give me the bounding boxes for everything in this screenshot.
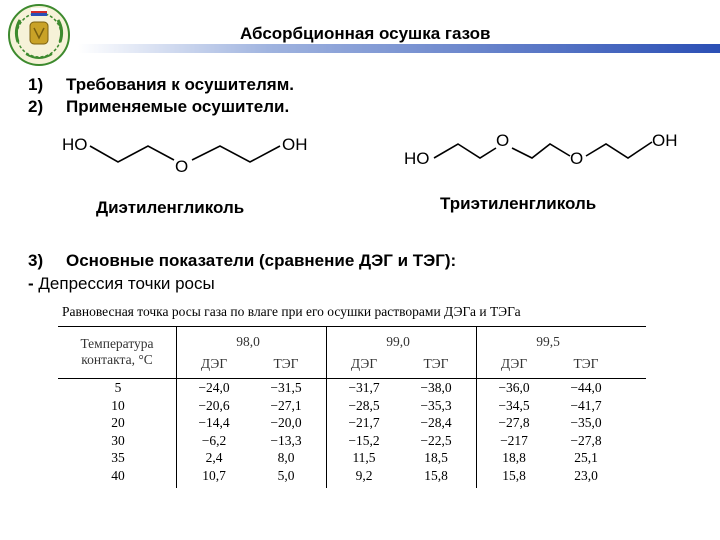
table-cell-value: 25,1 [574,450,598,465]
teg-name: Триэтиленгликоль [440,194,597,213]
list-item-indicators [28,251,456,271]
list-item-desiccants [28,97,289,117]
list-number: 1) [28,75,44,94]
glycol-subheader: ТЭГ [573,356,599,371]
deg-ho-label: HO [62,135,88,154]
slide-title: Абсорбционная осушка газов [240,24,491,43]
table-title: Равновесная точка росы газа по влаге при его осушки растворами ДЭГа и ТЭГа [62,304,521,319]
teg-o1-label: O [496,131,510,150]
table-cell-value: 18,8 [502,450,526,465]
table-cell-value: −38,0 [420,380,452,395]
table-cell-value: −35,3 [420,397,452,413]
concentration-header: 98,0 [236,334,260,349]
sub-bullet-dew-point [28,274,215,294]
deg-oh-label: OH [282,135,308,154]
table-cell-value: −31,5 [270,380,302,395]
list-item-requirements [28,75,294,95]
teg-o2-label: O [570,149,584,168]
table-cell-value: −28,4 [420,415,452,430]
glycol-subheader: ДЭГ [350,356,378,371]
deg-structure [60,128,320,176]
table-cell-value: 11,5 [352,450,376,465]
table-cell-value: 10,7 [202,467,226,483]
teg-structure [400,124,690,174]
table-cell-value: −41,7 [570,397,602,413]
table-cell-value: −6,2 [201,432,227,448]
header-line: контакта, °С [81,352,153,367]
deg-name: Диэтиленгликоль [96,198,245,217]
list-text: Требования к осушителям. [66,75,294,94]
deg-o-label: O [175,157,189,176]
table-cell-value: 9,2 [355,467,373,483]
list-text: Применяемые осушители. [66,97,290,116]
glycol-subheader: ДЭГ [500,356,528,371]
teg-ho-label: HO [404,149,430,168]
table-cell-value: −22,5 [420,432,452,448]
header-gradient-bar [78,44,720,53]
glycol-subheader: ДЭГ [200,356,228,371]
header-line: Температура [80,336,154,351]
table-cell-value: −36,0 [498,380,530,395]
table-top-rule [58,326,646,327]
table-cell-value: −27,8 [570,432,602,448]
sub-bullet-text: Депрессия точки росы [38,274,215,293]
table-cell-value: 15,8 [502,467,526,483]
table-cell-value: 18,5 [424,450,448,465]
table-cell-value: 23,0 [574,467,598,483]
table-cell-value: −217 [500,432,528,448]
table-cell-temperature: 35 [111,450,125,465]
table-cell-temperature: 40 [111,467,125,483]
table-cell-value: −27,8 [498,415,530,430]
glycol-subheader: ТЭГ [423,356,449,371]
list-number: 3) [28,251,44,270]
table-cell-value: −28,5 [348,397,380,413]
table-cell-temperature: 5 [114,380,122,395]
table-cell-value: −27,1 [270,397,302,413]
list-number: 2) [28,97,44,116]
table-cell-value: −14,4 [198,415,230,430]
table-cell-temperature: 30 [111,432,125,448]
table-cell-value: 15,8 [424,467,448,483]
table-cell-temperature: 20 [111,415,125,430]
table-cell-value: −20,6 [198,397,230,413]
table-cell-value: −44,0 [570,380,602,395]
table-cell-value: 5,0 [277,467,295,483]
table-cell-value: −20,0 [270,415,302,430]
concentration-header: 99,5 [536,334,560,349]
table-cell-temperature: 10 [111,397,125,413]
teg-oh-label: OH [652,131,678,150]
table-cell-value: 8,0 [277,450,295,465]
list-text: Основные показатели (сравнение ДЭГ и ТЭГ): [66,251,457,270]
concentration-header: 99,0 [386,334,410,349]
university-emblem-logo [4,2,74,68]
table-cell-value: −24,0 [198,380,230,395]
table-cell-value: −21,7 [348,415,380,430]
table-cell-value: −34,5 [498,397,530,413]
table-cell-value: −15,2 [348,432,380,448]
table-cell-value: −35,0 [570,415,602,430]
glycol-subheader: ТЭГ [273,356,299,371]
table-cell-value: 2,4 [205,450,223,465]
bullet-marker: - [28,274,34,293]
table-cell-value: −13,3 [270,432,302,448]
table-cell-value: −31,7 [348,380,380,395]
header-temperature [62,336,172,368]
table-header-rule [58,378,646,379]
dew-point-table [58,304,646,488]
